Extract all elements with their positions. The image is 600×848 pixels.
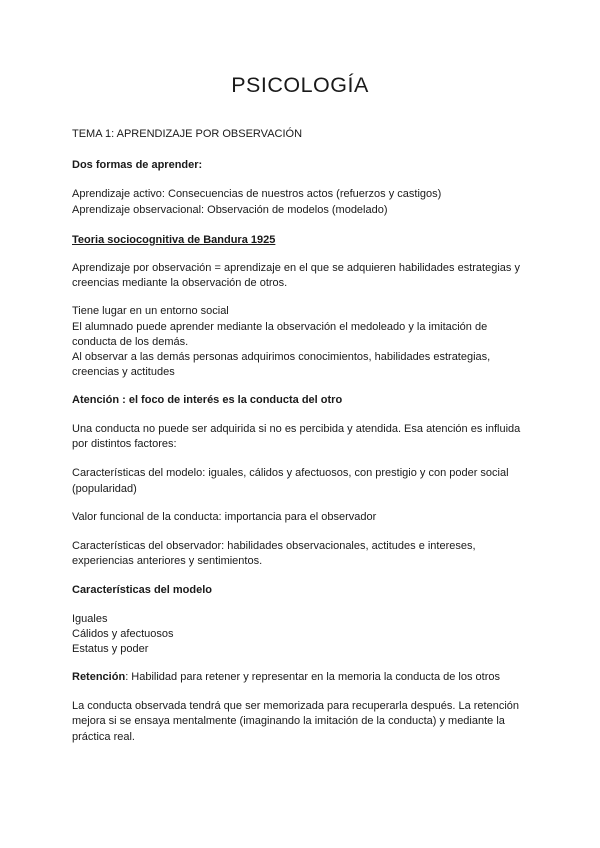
bandura-note-line: El alumnado puede aprender mediante la observación el medoleado y la imitación de <box>72 321 488 333</box>
retention-line: mejora si se ensaya mentalmente (imaginando la imitación de la conducta) y mediante la <box>72 715 505 727</box>
bandura-definition-line: creencias mediante la observación de otros. <box>72 277 288 289</box>
attention-heading: Atención : el foco de interés es la conducta del otro <box>72 394 343 406</box>
bandura-note-line: Al observar a las demás personas adquirimos conocimientos, habilidades estrategias, <box>72 351 491 363</box>
two-ways-line: Aprendizaje activo: Consecuencias de nuestros actos (refuerzos y castigos) <box>72 188 442 200</box>
bandura-heading: Teoria sociocognitiva de Bandura 1925 <box>72 234 276 246</box>
attention-model-line: (popularidad) <box>72 483 137 495</box>
bandura-note-line: conducta de los demás. <box>72 336 189 348</box>
model-traits-heading: Características del modelo <box>72 584 213 596</box>
retention-text: : Habilidad para retener y representar en la memoria la conducta de los otros <box>125 671 500 683</box>
attention-observer-line: experiencias anteriores y sentimientos. <box>72 555 263 567</box>
bandura-note-line: Tiene lugar en un entorno social <box>72 305 229 317</box>
retention-line: La conducta observada tendrá que ser memorizada para recuperarla después. La retención <box>72 700 519 712</box>
attention-functional-value: Valor funcional de la conducta: importancia para el observador <box>72 511 377 523</box>
attention-intro-line: por distintos factores: <box>72 438 177 450</box>
model-trait-item: Iguales <box>72 613 108 625</box>
retention-label: Retención <box>72 671 126 683</box>
retention-definition <box>72 669 542 685</box>
bandura-note-line: creencias y actitudes <box>72 366 175 378</box>
topic-heading: TEMA 1: APRENDIZAJE POR OBSERVACIÓN <box>72 128 303 140</box>
attention-observer-line: Características del observador: habilidades observacionales, actitudes e intereses, <box>72 540 476 552</box>
document-title: PSICOLOGÍA <box>231 73 369 97</box>
model-trait-item: Estatus y poder <box>72 643 149 655</box>
model-trait-item: Cálidos y afectuosos <box>72 628 174 640</box>
retention-line: práctica real. <box>72 731 135 743</box>
attention-intro-line: Una conducta no puede ser adquirida si no es percibida y atendida. Esa atención es influida <box>72 423 521 435</box>
two-ways-heading: Dos formas de aprender: <box>72 159 203 171</box>
bandura-definition-line: Aprendizaje por observación = aprendizaje en el que se adquieren habilidades estrategias y <box>72 262 520 274</box>
attention-model-line: Características del modelo: iguales, cálidos y afectuosos, con prestigio y con poder social <box>72 467 509 479</box>
two-ways-line: Aprendizaje observacional: Observación de modelos (modelado) <box>72 204 388 216</box>
